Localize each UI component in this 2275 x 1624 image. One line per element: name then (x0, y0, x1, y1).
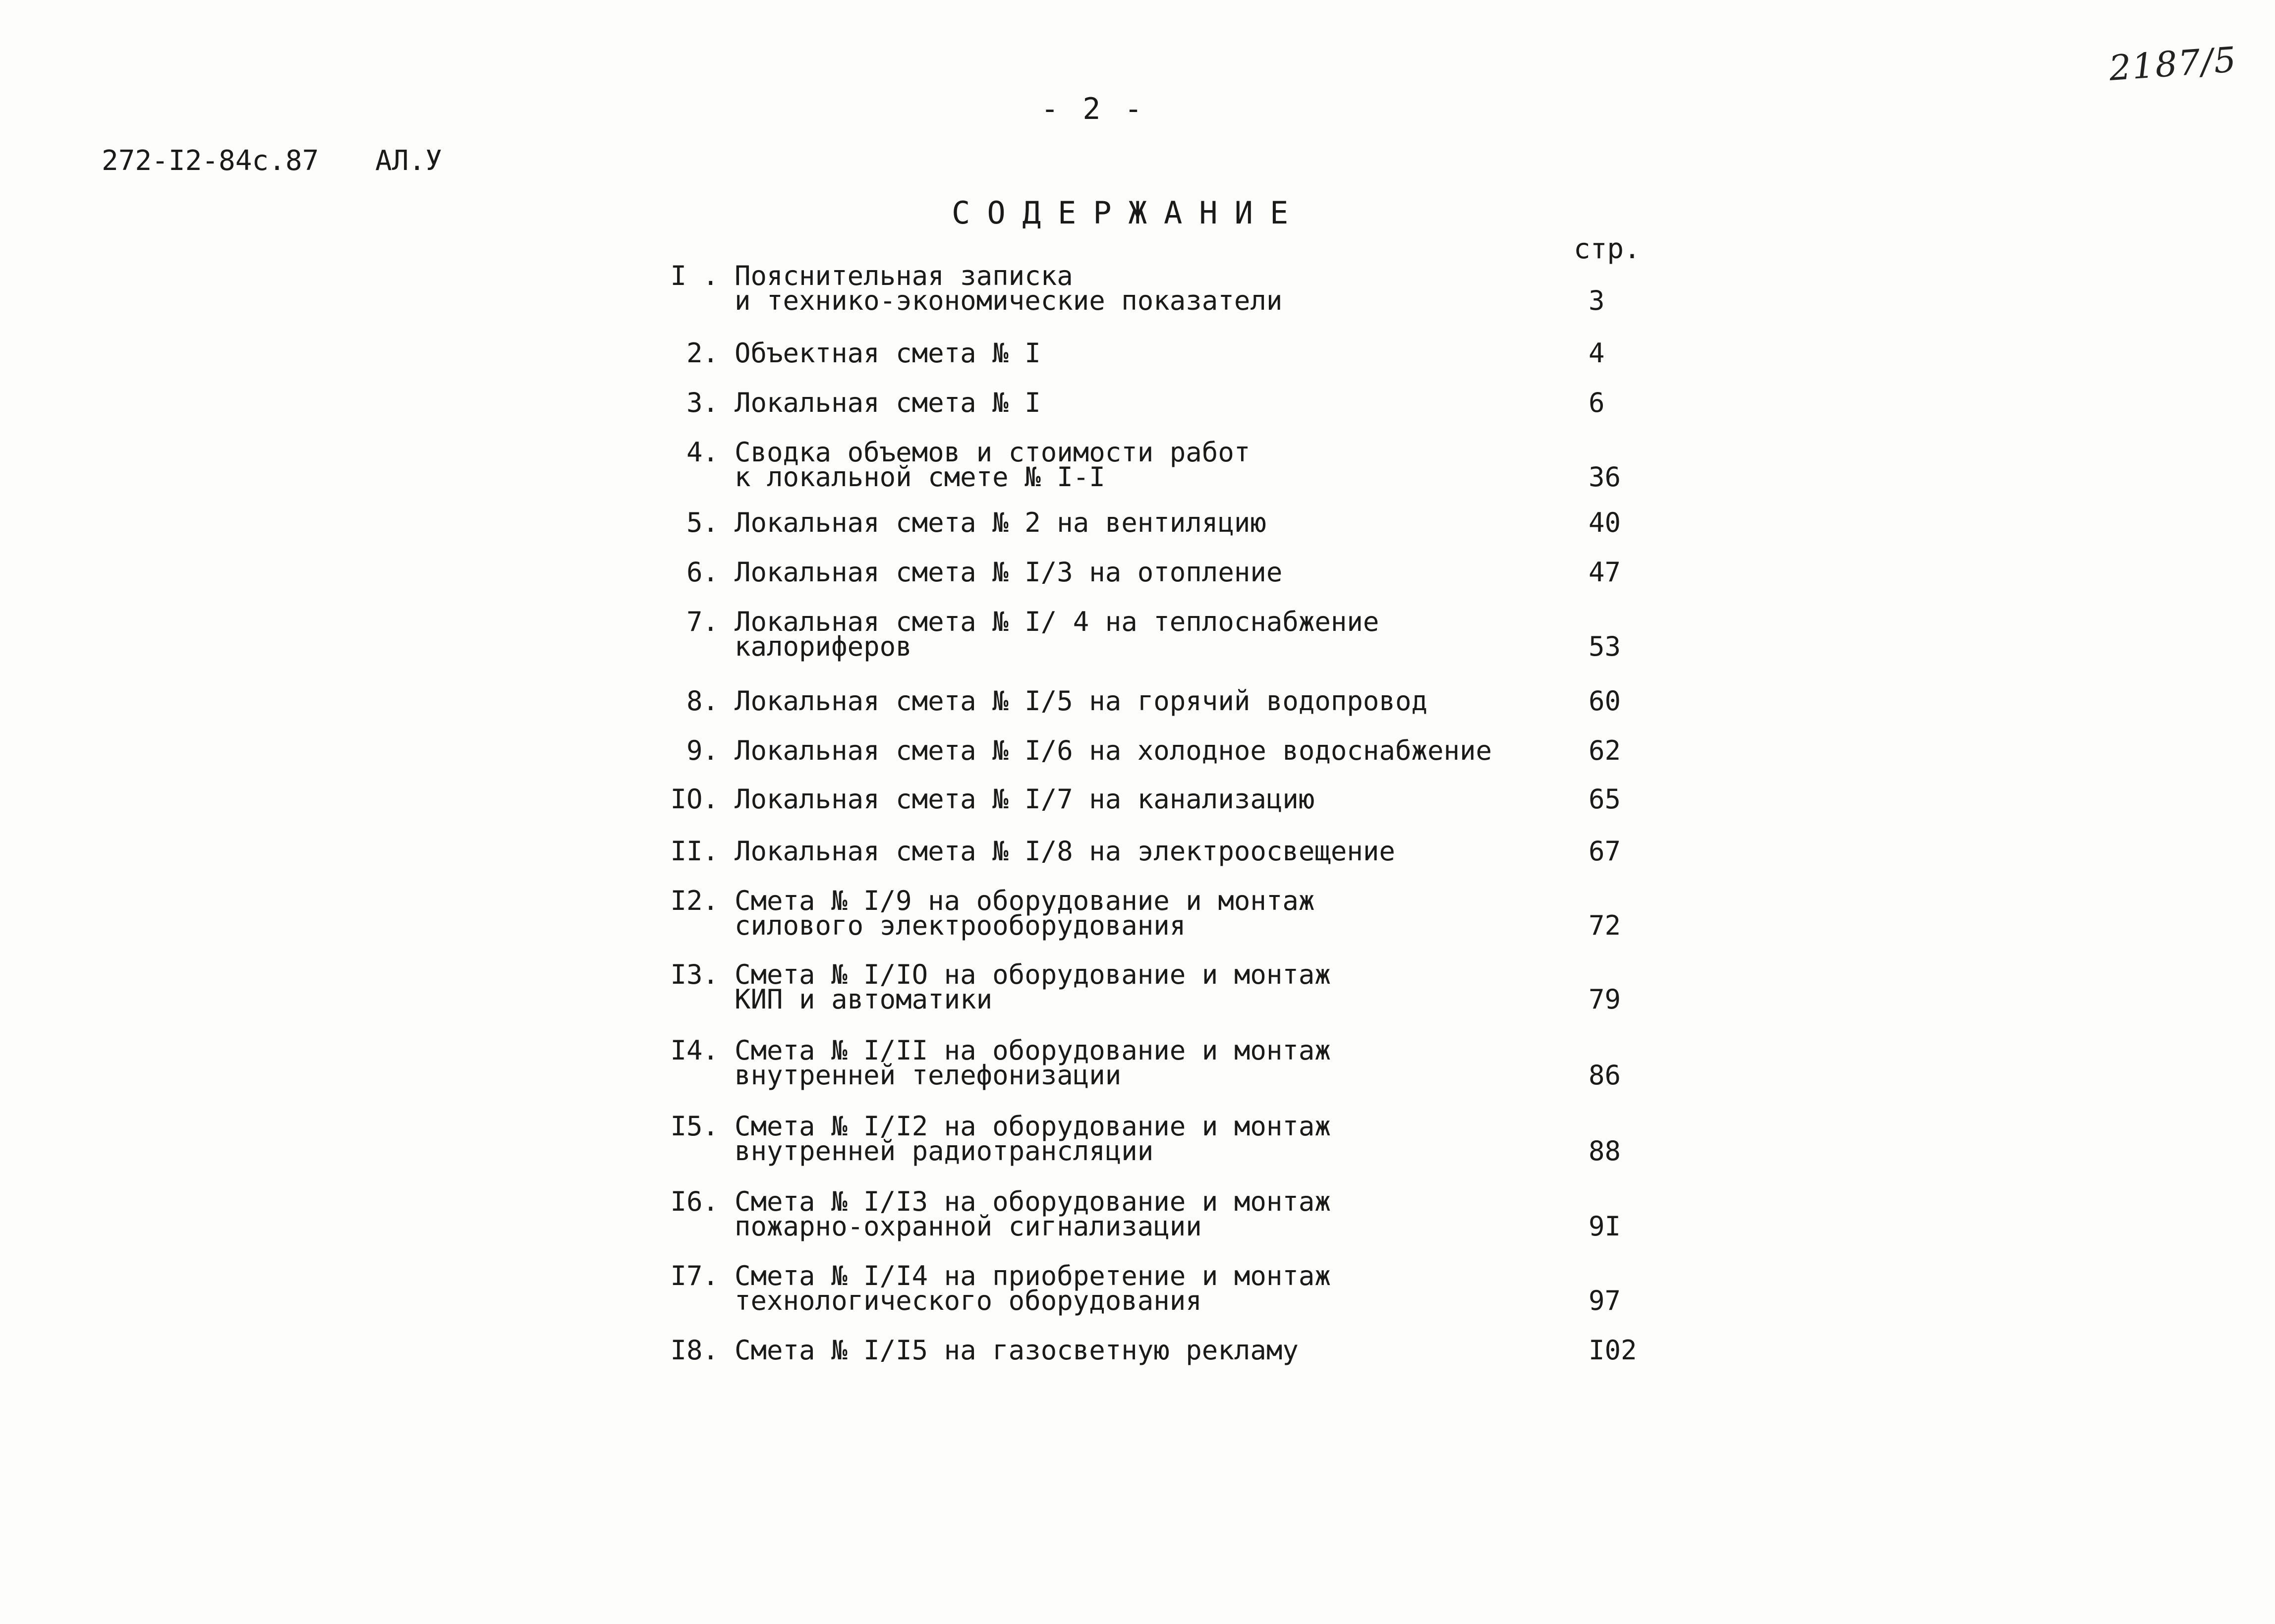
toc-entry-page-number: 53 (1589, 631, 1621, 662)
toc-entry-title (735, 885, 1552, 941)
toc-entry-page-number: 67 (1589, 836, 1621, 867)
page-number: - 2 - (1041, 92, 1145, 126)
toc-entry-number: 2. (686, 337, 719, 369)
page-title: СОДЕРЖАНИЕ (952, 195, 1306, 231)
toc-entry-title (735, 507, 1552, 538)
toc-entry-title-line: Локальная смета № I/7 на канализацию (735, 784, 1315, 815)
toc-entry-title (735, 337, 1552, 369)
toc-entry-title (735, 836, 1552, 867)
toc-entry-title (735, 557, 1552, 588)
toc-entry-title-line: Пояснительная записка (735, 260, 1073, 291)
toc-entry-number: I5. (670, 1111, 719, 1142)
toc-entry-title-line: Локальная смета № I/6 на холодное водоснабжение (735, 735, 1492, 766)
toc-entry-title-line: Локальная смета № I/8 на электроосвещение (735, 836, 1395, 867)
page-column-header: стр. (1574, 233, 1641, 265)
toc-entry-title (735, 1260, 1552, 1316)
toc-entry-title (735, 959, 1552, 1015)
toc-entry-number: IO. (670, 784, 719, 815)
toc-entry-title-line: Сводка объемов и стоимости работ (735, 437, 1251, 468)
toc-entry-number: I3. (670, 959, 719, 990)
toc-entry-page-number: I02 (1589, 1335, 1637, 1366)
toc-entry-page-number: 72 (1589, 910, 1621, 941)
toc-entry-title-line: калориферов (735, 631, 912, 662)
toc-entry-title (735, 606, 1552, 662)
toc-entry-number: I . (670, 260, 719, 291)
toc-entry-title-line: силового электрооборудования (735, 910, 1186, 941)
toc-entry-number: 5. (686, 507, 719, 538)
toc-entry-title-line: Смета № I/I5 на газосветную рекламу (735, 1335, 1299, 1366)
toc-entry-title (735, 437, 1552, 493)
toc-entry-title (735, 784, 1552, 815)
toc-entry-number: I2. (670, 885, 719, 916)
toc-entry-page-number: 62 (1589, 735, 1621, 766)
toc-entry-title (735, 387, 1552, 418)
toc-entry-title-line: Локальная смета № I (735, 387, 1041, 418)
handwritten-archive-number: 2187/5 (2107, 39, 2238, 89)
toc-entry-title-line: Смета № I/9 на оборудование и монтаж (735, 885, 1315, 916)
toc-entry-title-line: Смета № I/I3 на оборудование и монтаж (735, 1186, 1331, 1217)
toc-entry-page-number: 36 (1589, 461, 1621, 493)
toc-entry-title-line: Локальная смета № I/5 на горячий водопровод (735, 685, 1427, 717)
toc-entry-page-number: 60 (1589, 685, 1621, 717)
toc-entry-page-number: 79 (1589, 984, 1621, 1015)
toc-entry-number: 3. (686, 387, 719, 418)
toc-entry-title-line: к локальной смете № I-I (735, 461, 1105, 493)
toc-entry-page-number: 65 (1589, 784, 1621, 815)
toc-entry-number: I8. (670, 1335, 719, 1366)
toc-entry-page-number: 9I (1589, 1211, 1621, 1242)
toc-entry-number: 8. (686, 685, 719, 717)
toc-entry-title-line: внутренней телефонизации (735, 1060, 1122, 1091)
toc-entry-title (735, 1035, 1552, 1091)
toc-entry-title (735, 685, 1552, 717)
toc-entry-title (735, 1111, 1552, 1167)
toc-entry-title-line: пожарно-охранной сигнализации (735, 1211, 1202, 1242)
toc-entry-title-line: КИП и автоматики (735, 984, 993, 1015)
toc-entry-number: I4. (670, 1035, 719, 1066)
toc-entry-page-number: 6 (1589, 387, 1605, 418)
toc-entry-page-number: 47 (1589, 557, 1621, 588)
toc-entry-title-line: Смета № I/I2 на оборудование и монтаж (735, 1111, 1331, 1142)
toc-entry-title-line: внутренней радиотрансляции (735, 1135, 1154, 1167)
toc-entry-number: II. (670, 836, 719, 867)
toc-entry-title (735, 735, 1552, 766)
toc-entry-title-line: Локальная смета № I/ 4 на теплоснабжение (735, 606, 1379, 637)
toc-entry-title (735, 1186, 1552, 1242)
toc-entry-number: 4. (686, 437, 719, 468)
toc-entry-title-line: Смета № I/I4 на приобретение и монтаж (735, 1260, 1331, 1291)
toc-entry-title-line: и технико-экономические показатели (735, 285, 1283, 316)
toc-entry-title-line: Смета № I/II на оборудование и монтаж (735, 1035, 1331, 1066)
document-sheet-code: АЛ.У (375, 145, 442, 177)
toc-entry-page-number: 97 (1589, 1285, 1621, 1316)
toc-entry-page-number: 88 (1589, 1135, 1621, 1167)
toc-entry-page-number: 4 (1589, 337, 1605, 369)
toc-entry-title (735, 260, 1552, 316)
toc-entry-title-line: Локальная смета № 2 на вентиляцию (735, 507, 1266, 538)
toc-entry-number: 6. (686, 557, 719, 588)
toc-entry-page-number: 40 (1589, 507, 1621, 538)
toc-entry-number: I7. (670, 1260, 719, 1291)
toc-entry-title (735, 1335, 1552, 1366)
toc-entry-title-line: технологического оборудования (735, 1285, 1202, 1316)
toc-entry-number: I6. (670, 1186, 719, 1217)
toc-entry-number: 7. (686, 606, 719, 637)
toc-entry-number: 9. (686, 735, 719, 766)
toc-entry-title-line: Смета № I/IO на оборудование и монтаж (735, 959, 1331, 990)
toc-entry-title-line: Локальная смета № I/3 на отопление (735, 557, 1283, 588)
toc-entry-page-number: 3 (1589, 285, 1605, 316)
toc-entry-page-number: 86 (1589, 1060, 1621, 1091)
toc-entry-title-line: Объектная смета № I (735, 337, 1041, 369)
document-code: 272-I2-84с.87 (102, 145, 319, 177)
